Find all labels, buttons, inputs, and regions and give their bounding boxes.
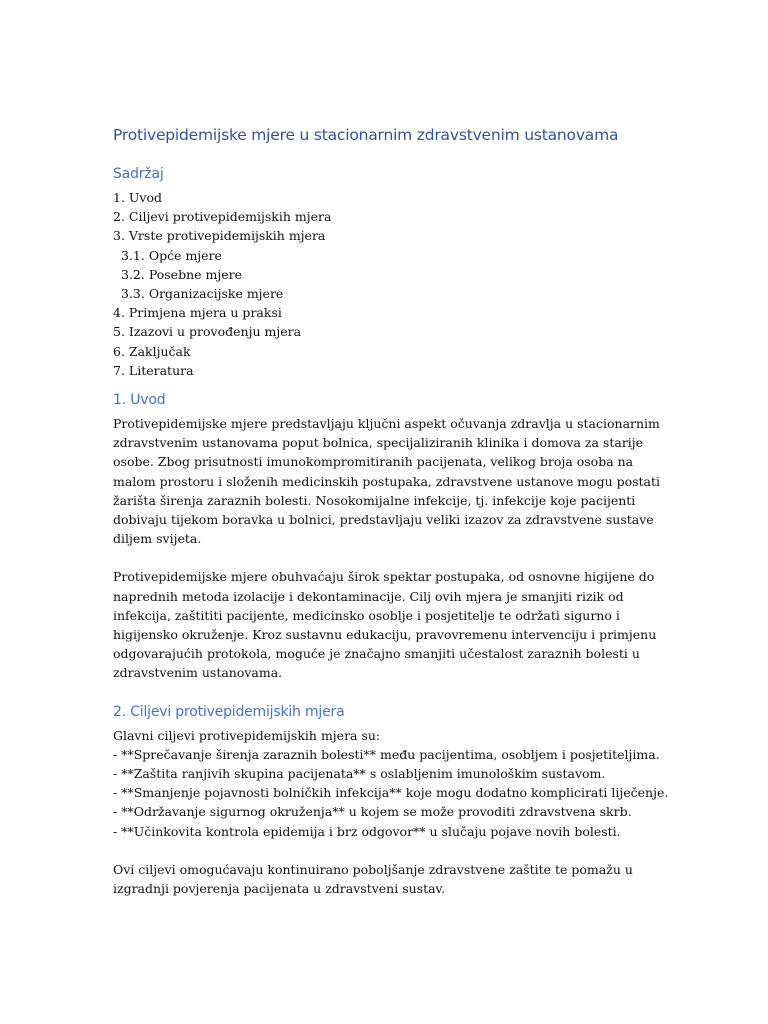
- table-of-contents: [113, 188, 673, 380]
- toc-item: 4. Primjena mjera u praksi: [113, 305, 282, 321]
- document-title: Protivepidemijske mjere u stacionarnim zdravstvenim ustanovama: [113, 126, 619, 144]
- toc-item: 3. Vrste protivepidemijskih mjera: [113, 228, 326, 244]
- goals-list: [113, 745, 673, 841]
- paragraph: Protivepidemijske mjere obuhvaćaju širok spektar postupaka, od osnovne higijene do naprednih metoda izolacije i dekontaminacije. Cilj ovih mjera je smanjiti rizik od infekcija, zaštititi pacijente, medicinsko osoblje i posjetitelje te održati sigurno i higijensko okruženje. Kroz sustavnu edukaciju, pravovremenu intervenciju i primjenu odgovarajućih protokola, moguće je značajno smanjiti učestalost zaraznih bolesti u zdravstvenim ustanovama.: [113, 569, 657, 681]
- paragraph: Protivepidemijske mjere predstavljaju ključni aspekt očuvanja zdravlja u stacionarnim zdravstvenim ustanovama poput bolnica, specijaliziranih klinika i domova za starije osobe. Zbog prisutnosti imunokompromitiranih pacijenata, velikog broja osoba na malom prostoru i složenih medicinskih postupaka, zdravstvene ustanove mogu postati žarišta širenja zaraznih bolesti. Nosokomijalne infekcije, tj. infekcije koje pacijenti dobivaju tijekom boravka u bolnici, predstavljaju veliki izazov za zdravstvene sustave diljem svijeta.: [113, 416, 661, 547]
- toc-item: 5. Izazovi u provođenju mjera: [113, 324, 302, 340]
- goal-item: - **Zaštita ranjivih skupina pacijenata** s oslabljenim imunološkim sustavom.: [113, 766, 606, 782]
- section-heading: 1. Uvod: [113, 392, 166, 409]
- document-page: [113, 124, 673, 917]
- paragraph: Ovi ciljevi omogućavaju kontinuirano poboljšanje zdravstvene zaštite te pomažu u izgradnji povjerenja pacijenata u zdravstveni sustav.: [113, 861, 633, 897]
- toc-item: 2. Ciljevi protivepidemijskih mjera: [113, 209, 332, 225]
- toc-subitem: 3.3. Organizacijske mjere: [121, 286, 284, 302]
- section-heading: 2. Ciljevi protivepidemijskih mjera: [113, 703, 345, 720]
- toc-heading: Sadržaj: [113, 166, 164, 182]
- goal-item: - **Sprečavanje širenja zaraznih bolesti** među pacijentima, osobljem i posjetiteljima.: [113, 746, 660, 762]
- goal-item: - **Održavanje sigurnog okruženja** u kojem se može provoditi zdravstvena skrb.: [113, 804, 632, 820]
- section-goals: [113, 702, 673, 899]
- section-introduction: [113, 390, 673, 683]
- goal-item: - **Učinkovita kontrola epidemija i brz odgovor** u slučaju pojave novih bolesti.: [113, 823, 621, 839]
- goal-item: - **Smanjenje pojavnosti bolničkih infekcija** koje mogu dodatno komplicirati liječenje.: [113, 785, 669, 801]
- toc-item: 7. Literatura: [113, 362, 194, 378]
- toc-subitem: 3.1. Opće mjere: [121, 247, 222, 263]
- toc-subitem: 3.2. Posebne mjere: [121, 266, 242, 282]
- toc-item: 1. Uvod: [113, 190, 163, 205]
- toc-item: 6. Zaključak: [113, 343, 191, 359]
- list-intro: Glavni ciljevi protivepidemijskih mjera su:: [113, 727, 381, 743]
